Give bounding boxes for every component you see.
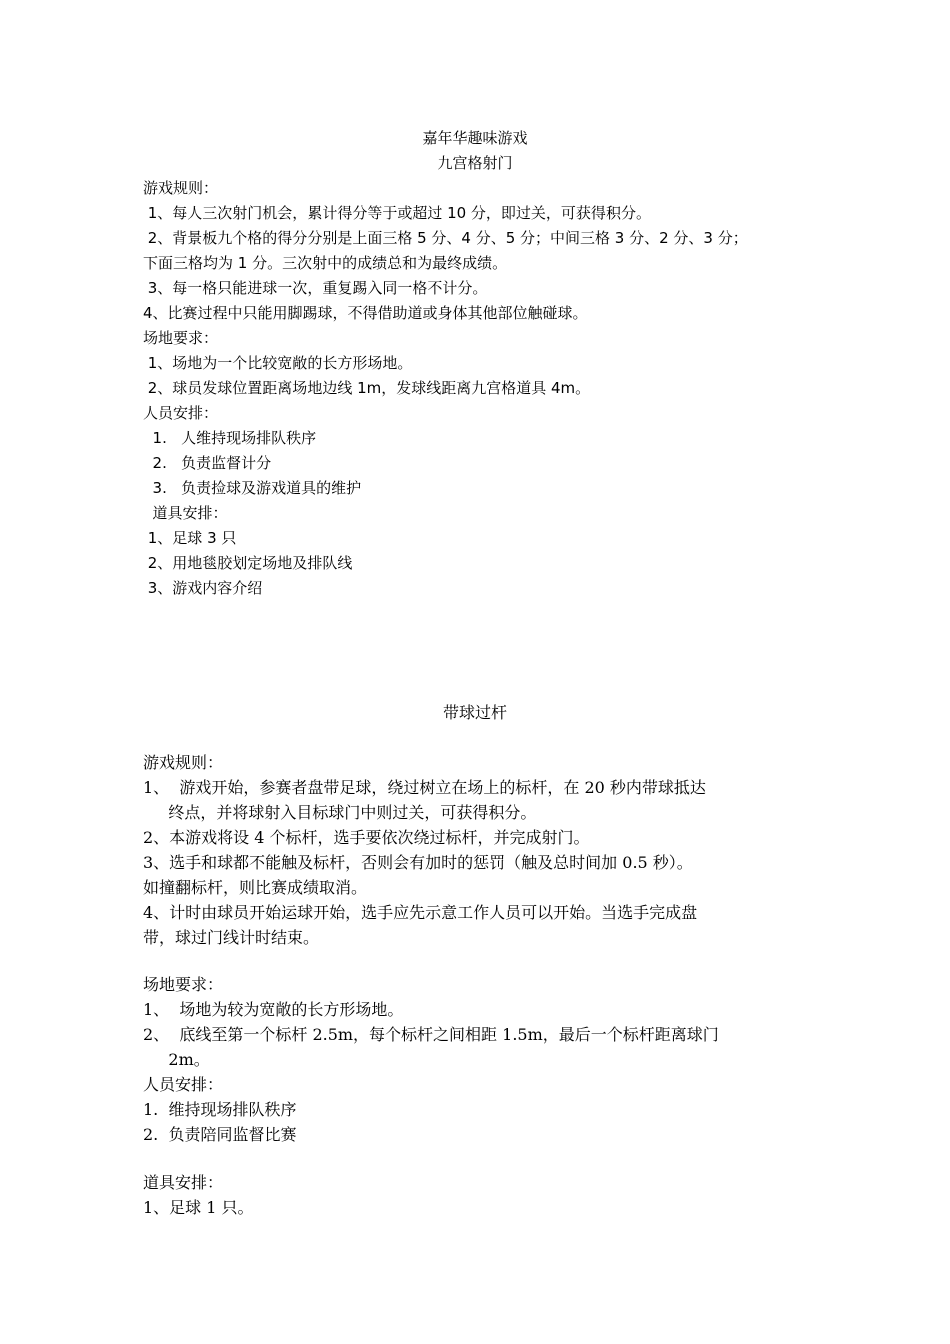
- section2-staff-line: 1. 维持现场排队秩序: [143, 1100, 297, 1119]
- section1-staff-line: 3. 负责捡球及游戏道具的维护: [143, 479, 362, 497]
- section2-staff-line: 2. 负责陪同监督比赛: [143, 1125, 297, 1144]
- section1-staff-line: 2. 负责监督计分: [143, 454, 272, 472]
- section1-props-line: 3、游戏内容介绍: [143, 579, 263, 597]
- section2-rule-line: 终点，并将球射入目标球门中则过关，可获得积分。: [143, 803, 537, 822]
- section1-props-line: 2、用地毯胶划定场地及排队线: [143, 554, 353, 572]
- section2-rule-line: 2、本游戏将设 4 个标杆，选手要依次绕过标杆，并完成射门。: [143, 828, 590, 847]
- section1-rule-line: 3、每一格只能进球一次，重复踢入同一格不计分。: [143, 279, 488, 297]
- section2-rules-heading: 游戏规则：: [143, 753, 224, 772]
- section1-rules-heading: 游戏规则：: [143, 179, 219, 197]
- section2-staff-heading: 人员安排：: [143, 1075, 224, 1094]
- section2-rule-line: 带，球过门线计时结束。: [143, 928, 320, 947]
- section1-venue-line: 1、场地为一个比较宽敞的长方形场地。: [143, 354, 413, 372]
- section1-staff-line: 1. 人维持现场排队秩序: [143, 429, 317, 447]
- section1-props-line: 1、足球 3 只: [143, 529, 237, 547]
- section1-subtitle: 九宫格射门: [437, 154, 513, 172]
- section1-rule-line: 下面三格均为 1 分。三次射中的成绩总和为最终成绩。: [143, 254, 508, 272]
- section1-rule-line: 2、背景板九个格的得分分别是上面三格 5 分、4 分、5 分；中间三格 3 分、2 分、3 分；: [143, 229, 748, 247]
- section2-venue-line: 2m。: [143, 1050, 210, 1069]
- section2-rule-line: 3、选手和球都不能触及标杆，否则会有加时的惩罚（触及总时间加 0.5 秒）。: [143, 853, 693, 872]
- section2-rule-line: 1、 游戏开始，参赛者盘带足球，绕过树立在场上的标杆，在 20 秒内带球抵达: [143, 778, 706, 797]
- section2-rule-line: 4、计时由球员开始运球开始，选手应先示意工作人员可以开始。当选手完成盘: [143, 903, 698, 922]
- section2-venue-heading: 场地要求：: [143, 975, 224, 994]
- section1-rule-line: 1、每人三次射门机会，累计得分等于或超过 10 分，即过关，可获得积分。: [143, 204, 651, 222]
- document-title: 嘉年华趣味游戏: [422, 129, 528, 147]
- section1-staff-heading: 人员安排：: [143, 404, 219, 422]
- section1-venue-heading: 场地要求：: [143, 329, 219, 347]
- section2-props-line: 1、足球 1 只。: [143, 1198, 254, 1217]
- section2-venue-line: 1、 场地为较为宽敞的长方形场地。: [143, 1000, 404, 1019]
- section1-venue-line: 2、球员发球位置距离场地边线 1m，发球线距离九宫格道具 4m。: [143, 379, 591, 397]
- section1-rule-line: 4、比赛过程中只能用脚踢球，不得借助道或身体其他部位触碰球。: [143, 304, 588, 322]
- section2-rule-line: 如撞翻标杆，则比赛成绩取消。: [143, 878, 368, 897]
- section2-title: 带球过杆: [442, 703, 507, 722]
- section1-props-heading: 道具安排：: [143, 504, 228, 522]
- section2-venue-line: 2、 底线至第一个标杆 2.5m，每个标杆之间相距 1.5m，最后一个标杆距离球门: [143, 1025, 719, 1044]
- section2-props-heading: 道具安排：: [143, 1173, 224, 1192]
